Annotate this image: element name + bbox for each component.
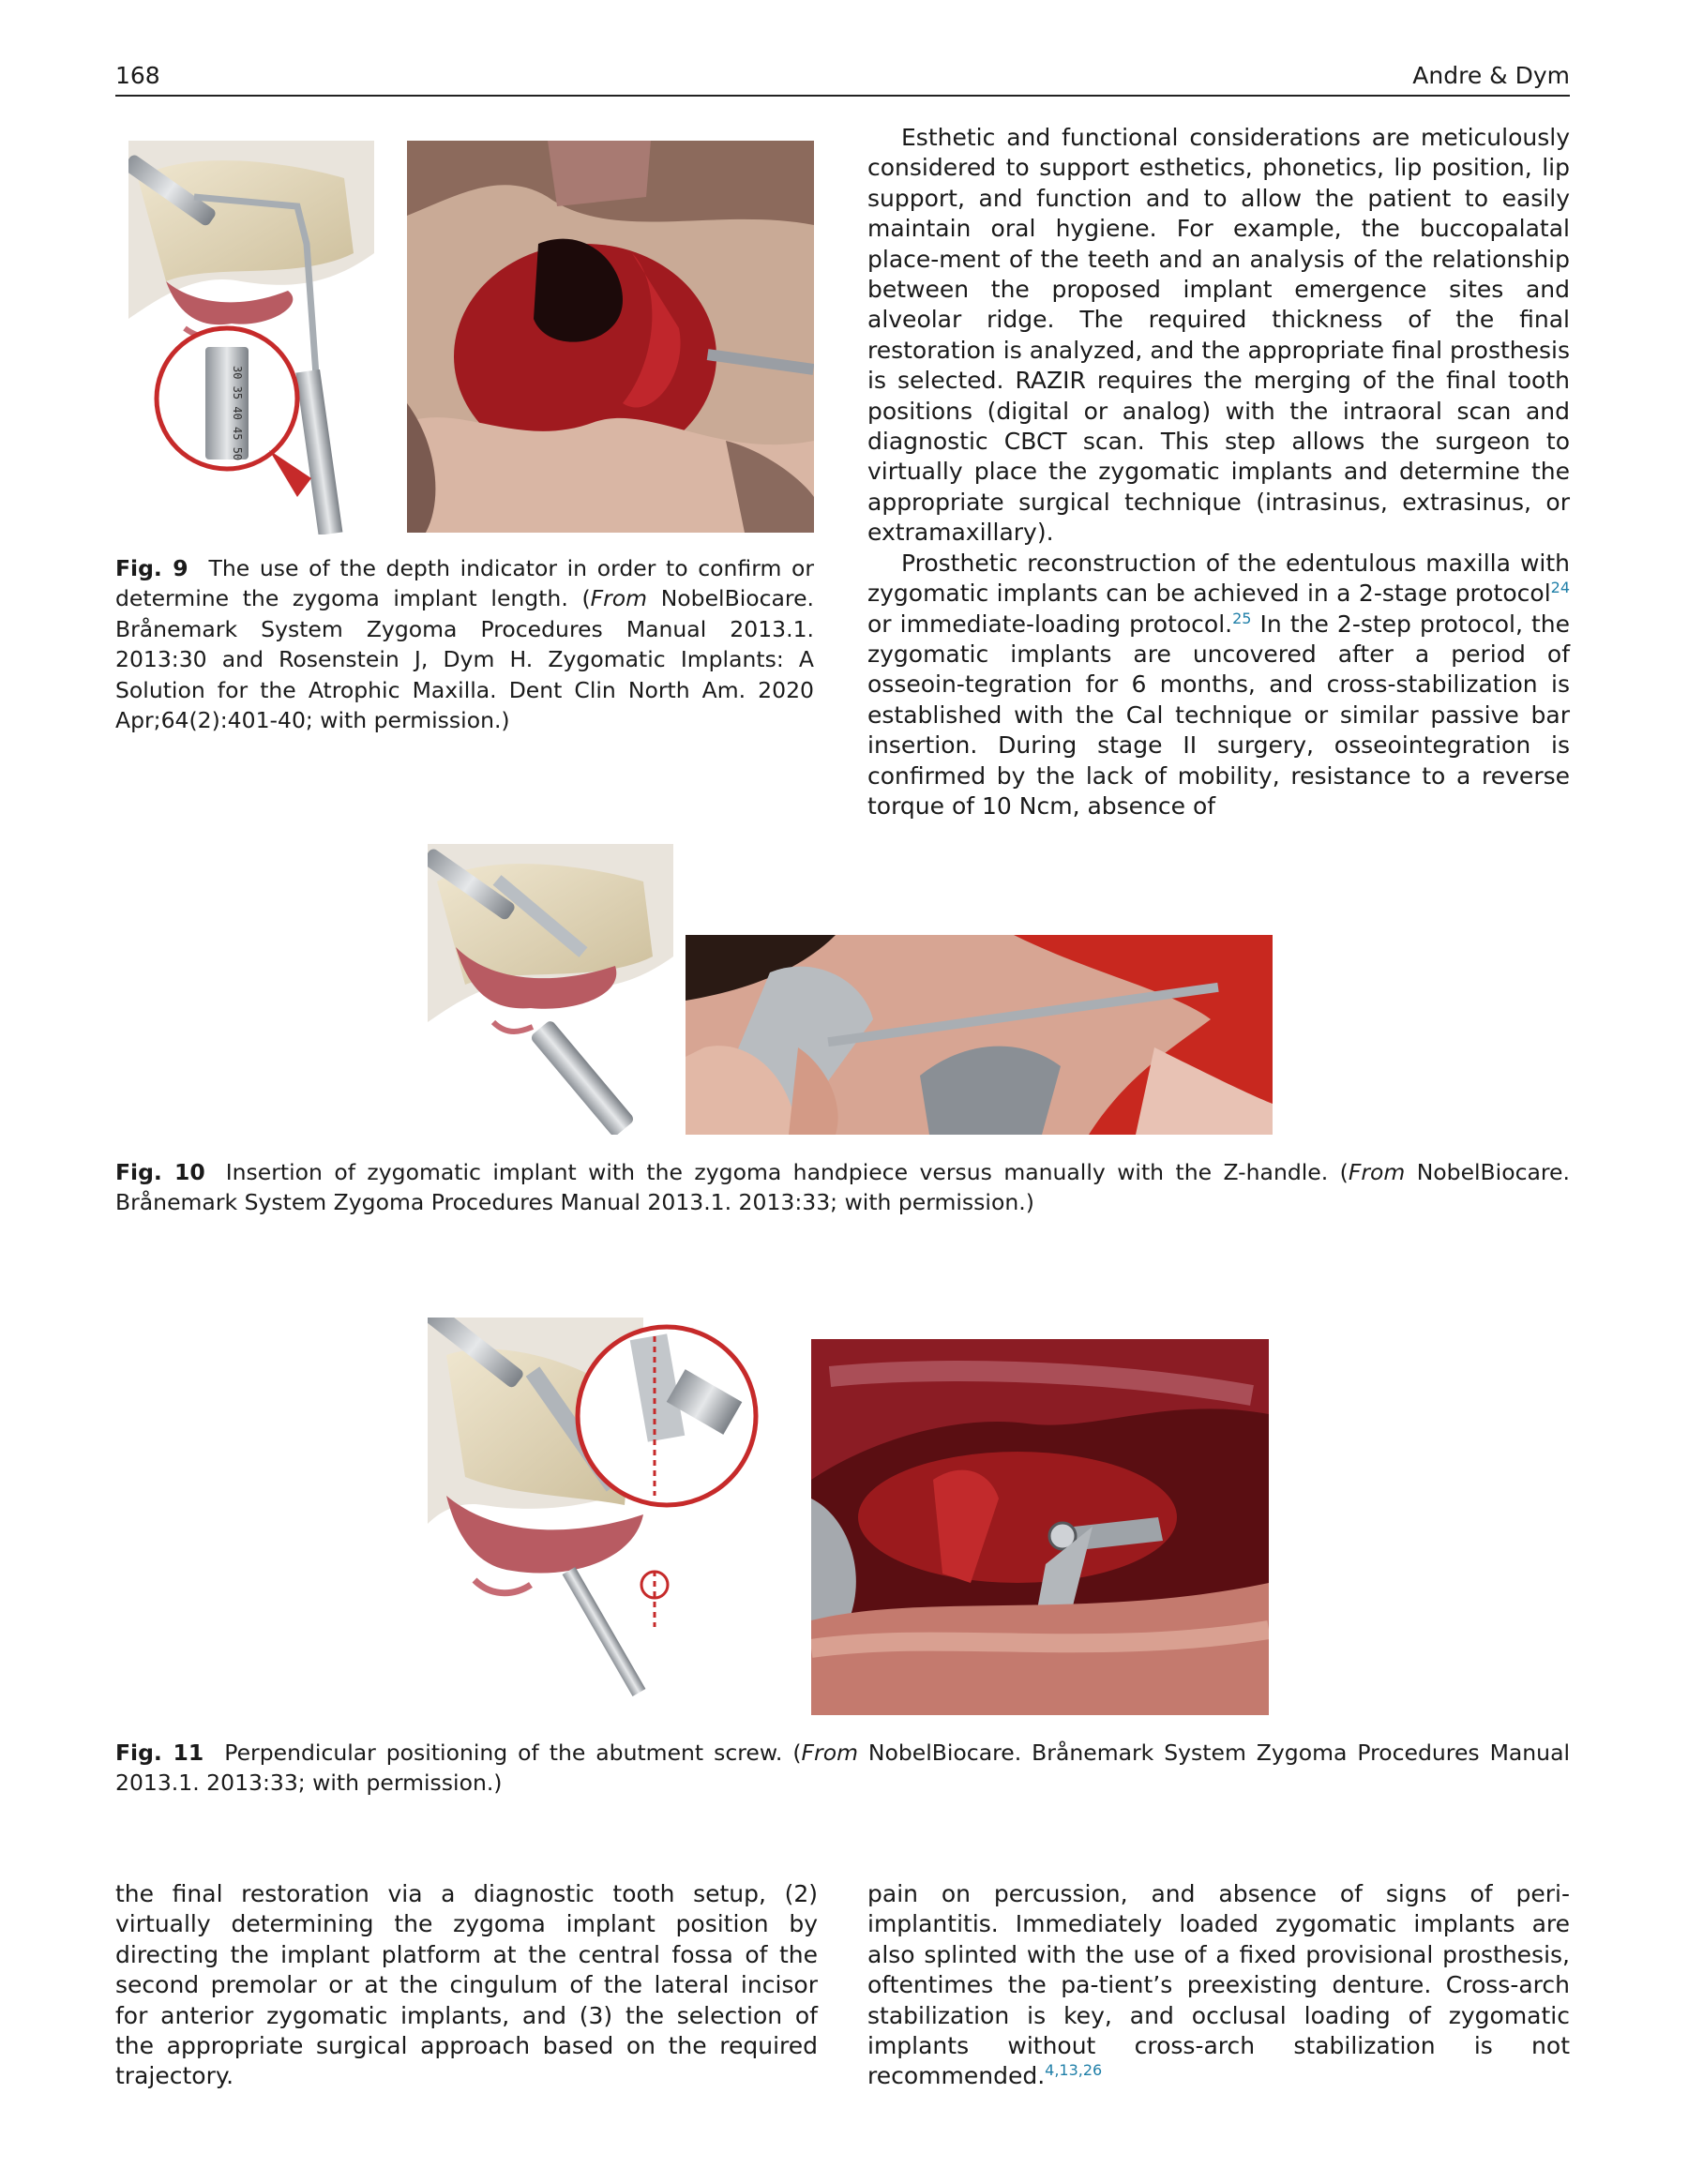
figure-10-caption-from: From xyxy=(1348,1159,1406,1185)
figure-11-caption-from: From xyxy=(801,1740,858,1766)
ref-25[interactable]: 25 xyxy=(1232,609,1252,627)
ref-24[interactable]: 24 xyxy=(1550,579,1570,597)
figure-9-caption-from: From xyxy=(590,585,648,612)
page-number: 168 xyxy=(115,62,160,89)
right-column-top-text xyxy=(867,123,1570,821)
paragraph-pain-percussion-text: pain on percussion, and absence of signs of peri-implantitis. Immediately loaded zygomatic implants are also splinted with the use of a fixed provisional prosthesis, oftentimes the pa-tient’s preexisting denture. Cross-arch stabilization is key, and occlusal loading of zygomatic implants without cross-arch stabilization is not recommended. xyxy=(867,1880,1570,2090)
figure-9-photo xyxy=(407,141,814,533)
figure-11-caption-text: Perpendicular positioning of the abutment screw. ( xyxy=(224,1740,802,1766)
figure-9-label: Fig. 9 xyxy=(115,555,188,581)
figure-10-caption-text: Insertion of zygomatic implant with the zygoma handpiece versus manually with the Z-handle. ( xyxy=(225,1159,1349,1185)
figure-11-label: Fig. 11 xyxy=(115,1740,204,1766)
figure-9-illustration xyxy=(128,141,374,535)
figure-10-label: Fig. 10 xyxy=(115,1159,205,1185)
paragraph-prosthetic-a: Prosthetic reconstruction of the edentulous maxilla with zygomatic implants can be achieved in a 2-stage protocol xyxy=(867,549,1570,608)
paragraph-pain-percussion xyxy=(867,1879,1570,2092)
figure-11-caption xyxy=(115,1738,1570,1799)
paragraph-final-restoration: the final restoration via a diagnostic tooth setup, (2) virtually determining the zygoma implant position by directing the implant platform at the central fossa of the second premolar or at the cingulum of the lateral incisor for anterior zygomatic implants, and (3) the selection of the appropriate surgical approach based on the required trajectory. xyxy=(115,1880,818,2090)
figure-9-caption-rest: NobelBiocare. Brånemark System Zygoma Procedures Manual 2013.1. 2013:30 and Rosenstein J, Dym H. Zygomatic Implants: A Solution for the Atrophic Maxilla. Dent Clin North Am. 2020 Apr;64(2):401-40; with permission.) xyxy=(115,585,814,734)
left-column-bottom-text xyxy=(115,1879,818,2092)
figure-10-caption xyxy=(115,1157,1570,1218)
paragraph-prosthetic-c: In the 2-step protocol, the zygomatic implants are uncovered after a period of osseoin-tegration for 6 months, and cross-stabilization is established with the Cal technique or similar passive bar insertion. During stage II surgery, osseointegration is confirmed by the lack of mobility, resistance to a reverse torque of 10 Ncm, absence of xyxy=(867,610,1571,820)
header-rule xyxy=(115,95,1570,97)
depth-marks: 30 35 40 45 50 xyxy=(231,366,244,461)
figure-10-photo xyxy=(686,935,1273,1135)
refs-4-13-26[interactable]: 4,13,26 xyxy=(1045,2061,1103,2080)
paragraph-prosthetic-b: or immediate-loading protocol. xyxy=(867,610,1233,638)
figure-10-caption-rest: NobelBiocare. Brånemark System Zygoma Procedures Manual 2013.1. 2013:33; with permission.) xyxy=(115,1159,1570,1216)
figure-11-caption-rest: NobelBiocare. Brånemark System Zygoma Procedures Manual 2013.1. 2013:33; with permission.) xyxy=(115,1740,1570,1797)
figure-9-caption-text: The use of the depth indicator in order to confirm or determine the zygoma implant length. ( xyxy=(115,555,814,612)
figure-11-illustration xyxy=(428,1318,807,1704)
figure-10-illustration xyxy=(428,844,673,1135)
right-column-bottom-text xyxy=(867,1879,1570,2092)
paragraph-prosthetic xyxy=(867,549,1570,822)
figure-11-photo xyxy=(811,1339,1269,1715)
running-head: Andre & Dym xyxy=(1412,62,1570,89)
paragraph-esthetic: Esthetic and functional considerations are meticulously considered to support esthetics, phonetics, lip position, lip support, and function and to allow the patient to easily maintain oral hygiene. For example, the buccopalatal place-ment of the teeth and an analysis of the relationship between the proposed implant emergence sites and alveolar ridge. The required thickness of the final restoration is analyzed, and the appropriate final prosthesis is selected. RAZIR requires the merging of the final tooth positions (digital or analog) with the intraoral scan and diagnostic CBCT scan. This step allows the surgeon to virtually place the zygomatic implants and determine the appropriate surgical technique (intrasinus, extrasinus, or extramaxillary). xyxy=(867,124,1570,547)
figure-9-caption xyxy=(115,553,814,735)
